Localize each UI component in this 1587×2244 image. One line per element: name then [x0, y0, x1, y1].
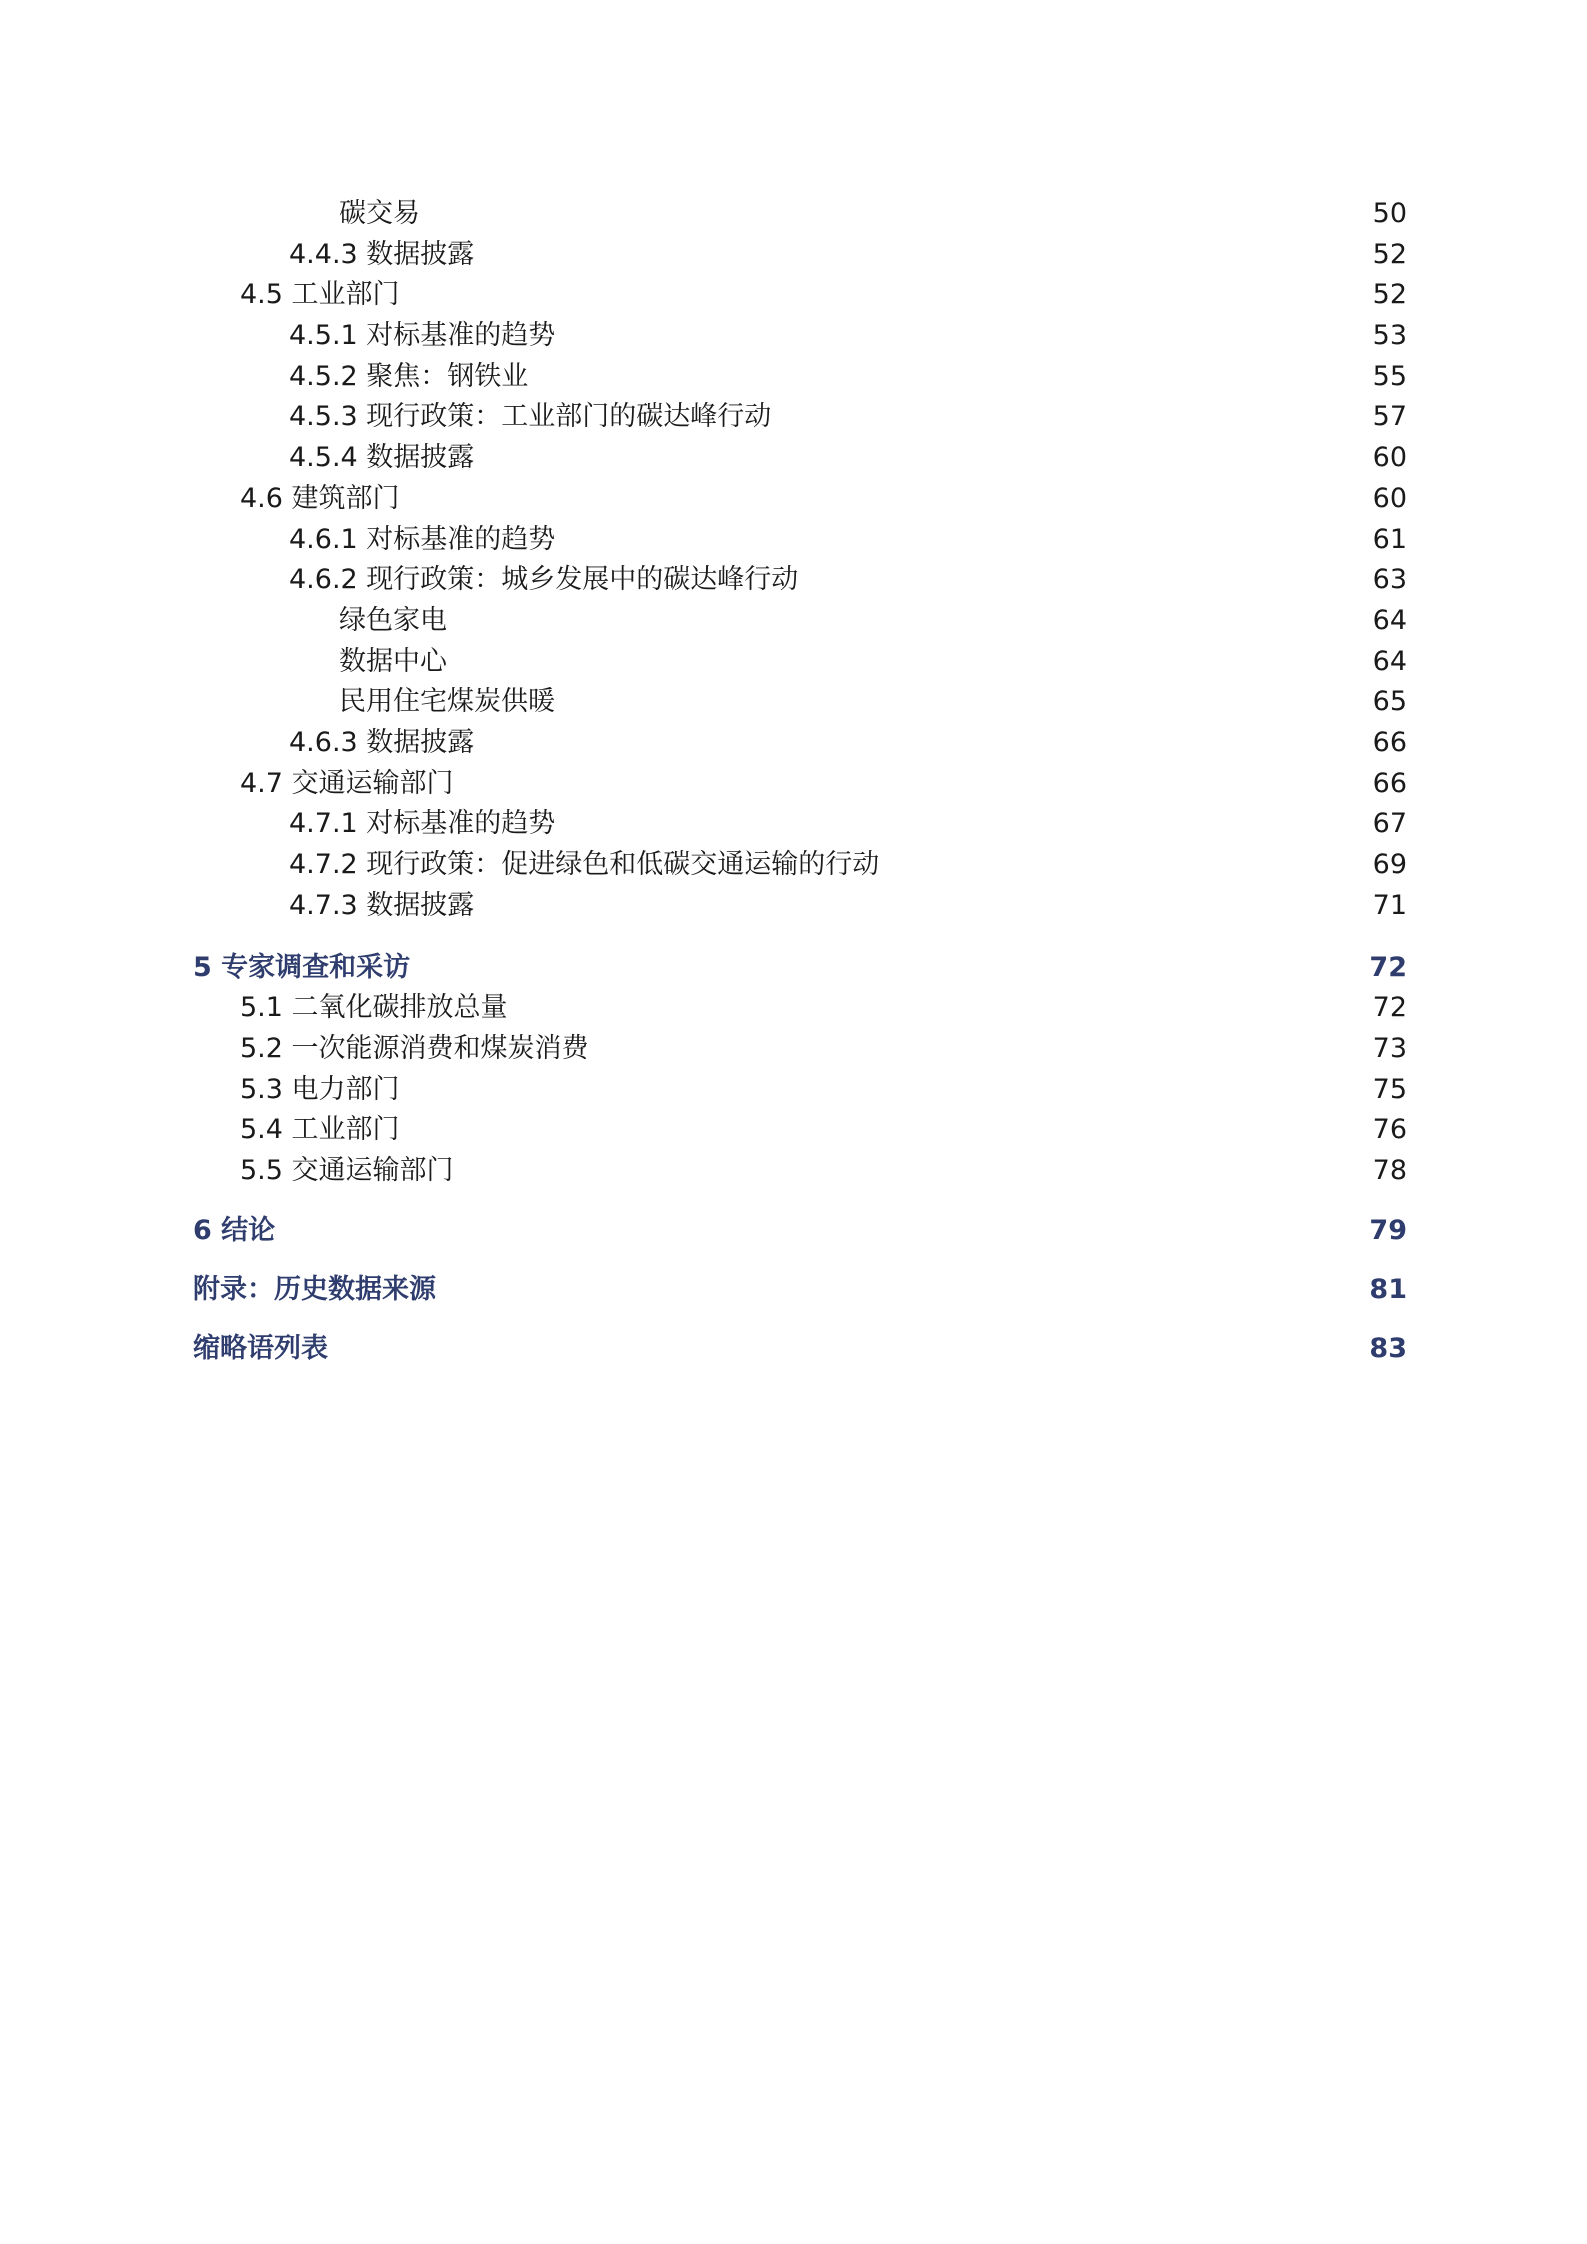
toc-entry-page: 76: [1372, 1114, 1407, 1146]
toc-entry[interactable]: [193, 275, 1407, 316]
toc-entry-title: 绿色家电: [339, 604, 447, 636]
toc-entry-title: 4.5 工业部门: [240, 279, 400, 311]
toc-entry-title: 4.5.2 聚焦：钢铁业: [289, 360, 529, 392]
toc-entry[interactable]: [193, 194, 1407, 235]
toc-abbreviations[interactable]: [193, 1328, 1407, 1369]
toc-entry[interactable]: [193, 560, 1407, 601]
toc-entry-title: 4.7.3 数据披露: [289, 889, 475, 921]
toc-chapter-title: 5 专家调查和采访: [193, 952, 411, 984]
toc-entry-title: 碳交易: [339, 198, 420, 229]
toc-entry-page: 50: [1372, 198, 1407, 229]
toc-entry[interactable]: [193, 520, 1407, 561]
toc-entry[interactable]: [193, 845, 1407, 886]
toc-entry[interactable]: [193, 764, 1407, 805]
toc-entry-page: 66: [1372, 767, 1407, 799]
toc-entry-page: 55: [1372, 360, 1407, 392]
toc-entry-page: 73: [1372, 1033, 1407, 1065]
toc-chapter-5[interactable]: [193, 947, 1407, 988]
toc-chapter-page: 72: [1369, 952, 1407, 984]
toc-entry-page: 78: [1372, 1155, 1407, 1187]
toc-entry-title: 4.5.3 现行政策：工业部门的碳达峰行动: [289, 401, 772, 433]
toc-entry[interactable]: [193, 397, 1407, 438]
toc-chapter-title: 附录：历史数据来源: [193, 1273, 436, 1305]
toc-entry[interactable]: [193, 316, 1407, 357]
toc-entry-page: 67: [1372, 808, 1407, 840]
toc-entry-page: 52: [1372, 238, 1407, 270]
toc-entry-title: 4.7.2 现行政策：促进绿色和低碳交通运输的行动: [289, 849, 880, 880]
toc-entry-title: 5.2 一次能源消费和煤炭消费: [240, 1033, 589, 1065]
toc-entry[interactable]: [193, 479, 1407, 520]
toc-entry-page: 69: [1372, 849, 1407, 880]
toc-entry[interactable]: [193, 438, 1407, 479]
toc-entry-title: 4.7.1 对标基准的趋势: [289, 808, 556, 840]
toc-entry-title: 4.6.1 对标基准的趋势: [289, 523, 556, 555]
toc-entry[interactable]: [193, 1070, 1407, 1111]
toc-chapter-page: 83: [1369, 1332, 1407, 1364]
toc-entry[interactable]: [193, 804, 1407, 845]
toc-chapter-page: 79: [1369, 1214, 1407, 1246]
toc-entry[interactable]: [193, 1110, 1407, 1151]
toc-entry-page: 52: [1372, 279, 1407, 311]
toc-entry-page: 72: [1372, 992, 1407, 1024]
toc-entry-title: 4.7 交通运输部门: [240, 767, 454, 799]
toc-entry-page: 64: [1372, 645, 1407, 677]
toc-entry-page: 60: [1372, 442, 1407, 474]
toc-entry-page: 71: [1372, 889, 1407, 921]
toc-entry-title: 5.4 工业部门: [240, 1114, 400, 1146]
toc-entry-page: 53: [1372, 320, 1407, 352]
toc-entry-title: 4.5.1 对标基准的趋势: [289, 320, 556, 352]
toc-appendix[interactable]: [193, 1269, 1407, 1310]
toc-chapter-6[interactable]: [193, 1210, 1407, 1251]
toc-entry[interactable]: [193, 886, 1407, 927]
toc-entry-page: 63: [1372, 564, 1407, 596]
toc-entry[interactable]: [193, 642, 1407, 683]
toc-entry-page: 61: [1372, 523, 1407, 555]
toc-entry-title: 4.4.3 数据披露: [289, 238, 475, 270]
toc-entry-page: 66: [1372, 726, 1407, 758]
toc-entry-title: 4.6 建筑部门: [240, 482, 400, 514]
toc-chapter-title: 缩略语列表: [193, 1332, 328, 1364]
toc-entry[interactable]: [193, 1029, 1407, 1070]
toc-entry[interactable]: [193, 601, 1407, 642]
toc-entry-title: 5.1 二氧化碳排放总量: [240, 992, 508, 1024]
toc-entry-title: 5.5 交通运输部门: [240, 1155, 454, 1187]
toc-entry-title: 民用住宅煤炭供暖: [339, 686, 555, 718]
toc-entry[interactable]: [193, 723, 1407, 764]
toc-chapter-page: 81: [1369, 1273, 1407, 1305]
toc-entry-title: 4.5.4 数据披露: [289, 442, 475, 474]
toc-chapter-title: 6 结论: [193, 1214, 276, 1246]
toc-entry-title: 数据中心: [339, 645, 447, 677]
toc-entry-title: 5.3 电力部门: [240, 1073, 400, 1105]
toc-entry-page: 75: [1372, 1073, 1407, 1105]
toc-entry[interactable]: [193, 357, 1407, 398]
toc-entry-page: 57: [1372, 401, 1407, 433]
toc-entry-page: 60: [1372, 482, 1407, 514]
toc-entry-title: 4.6.3 数据披露: [289, 726, 475, 758]
toc-entry[interactable]: [193, 235, 1407, 276]
toc-entry[interactable]: [193, 988, 1407, 1029]
toc-entry[interactable]: [193, 682, 1407, 723]
toc-entry-page: 65: [1372, 686, 1407, 718]
toc-entry-title: 4.6.2 现行政策：城乡发展中的碳达峰行动: [289, 564, 799, 596]
table-of-contents: [193, 194, 1407, 1369]
toc-entry[interactable]: [193, 1151, 1407, 1192]
toc-entry-page: 64: [1372, 604, 1407, 636]
